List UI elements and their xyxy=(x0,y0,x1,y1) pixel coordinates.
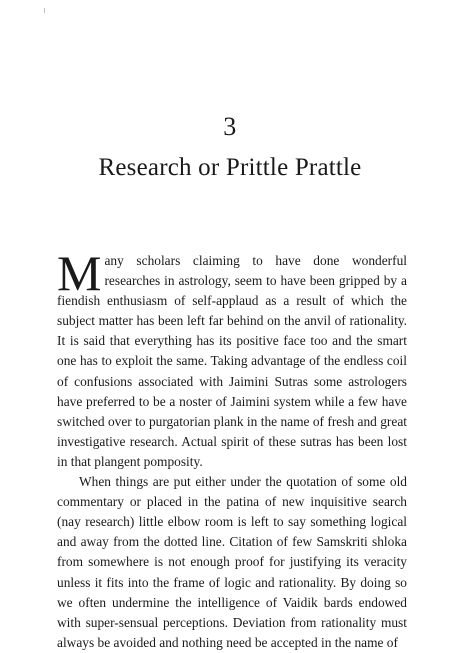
body-text xyxy=(57,245,407,653)
chapter-number: 3 xyxy=(223,112,237,141)
paragraph-1 xyxy=(57,245,407,472)
scan-mark xyxy=(44,8,45,13)
drop-cap: M xyxy=(57,245,102,301)
paragraph-2 xyxy=(57,472,407,653)
paragraph-2-text: When things are put either under the quotation of some old commentary or placed in the patina of new inquisitive search (nay research) little elbow room is left to say something logical and away from the dotted line. Citation of few Samskriti shloka from somewhere is not enough proof for justifying its veracity unless it fits into the frame of logic and rationality. By doing so we often undermine the intelligence of Vaidik bards endowed with super-sensual perceptions. Deviation from rationality must always be avoided and nothing need be accepted in the name of xyxy=(57,474,407,650)
chapter-title: Research or Prittle Prattle xyxy=(98,154,362,181)
paragraph-1-text: any scholars claiming to have done wonderful researches in astrology, seem to have been gripped by a fiendish enthusiasm of self-applaud as a result of which the subject matter has been left far behind on the anvil of rationality. It is said that everything has its positive face too and the smart one has to exploit the same. Taking advantage of the endless coil of confusions associated with Jaimini Sutras some astrologers have preferred to be a noster of Jaimini system while a few have switched over to purgatorian plank in the name of fresh and great investigative research. Actual spirit of these sutras has been lost in that plangent pomposity. xyxy=(57,253,407,469)
